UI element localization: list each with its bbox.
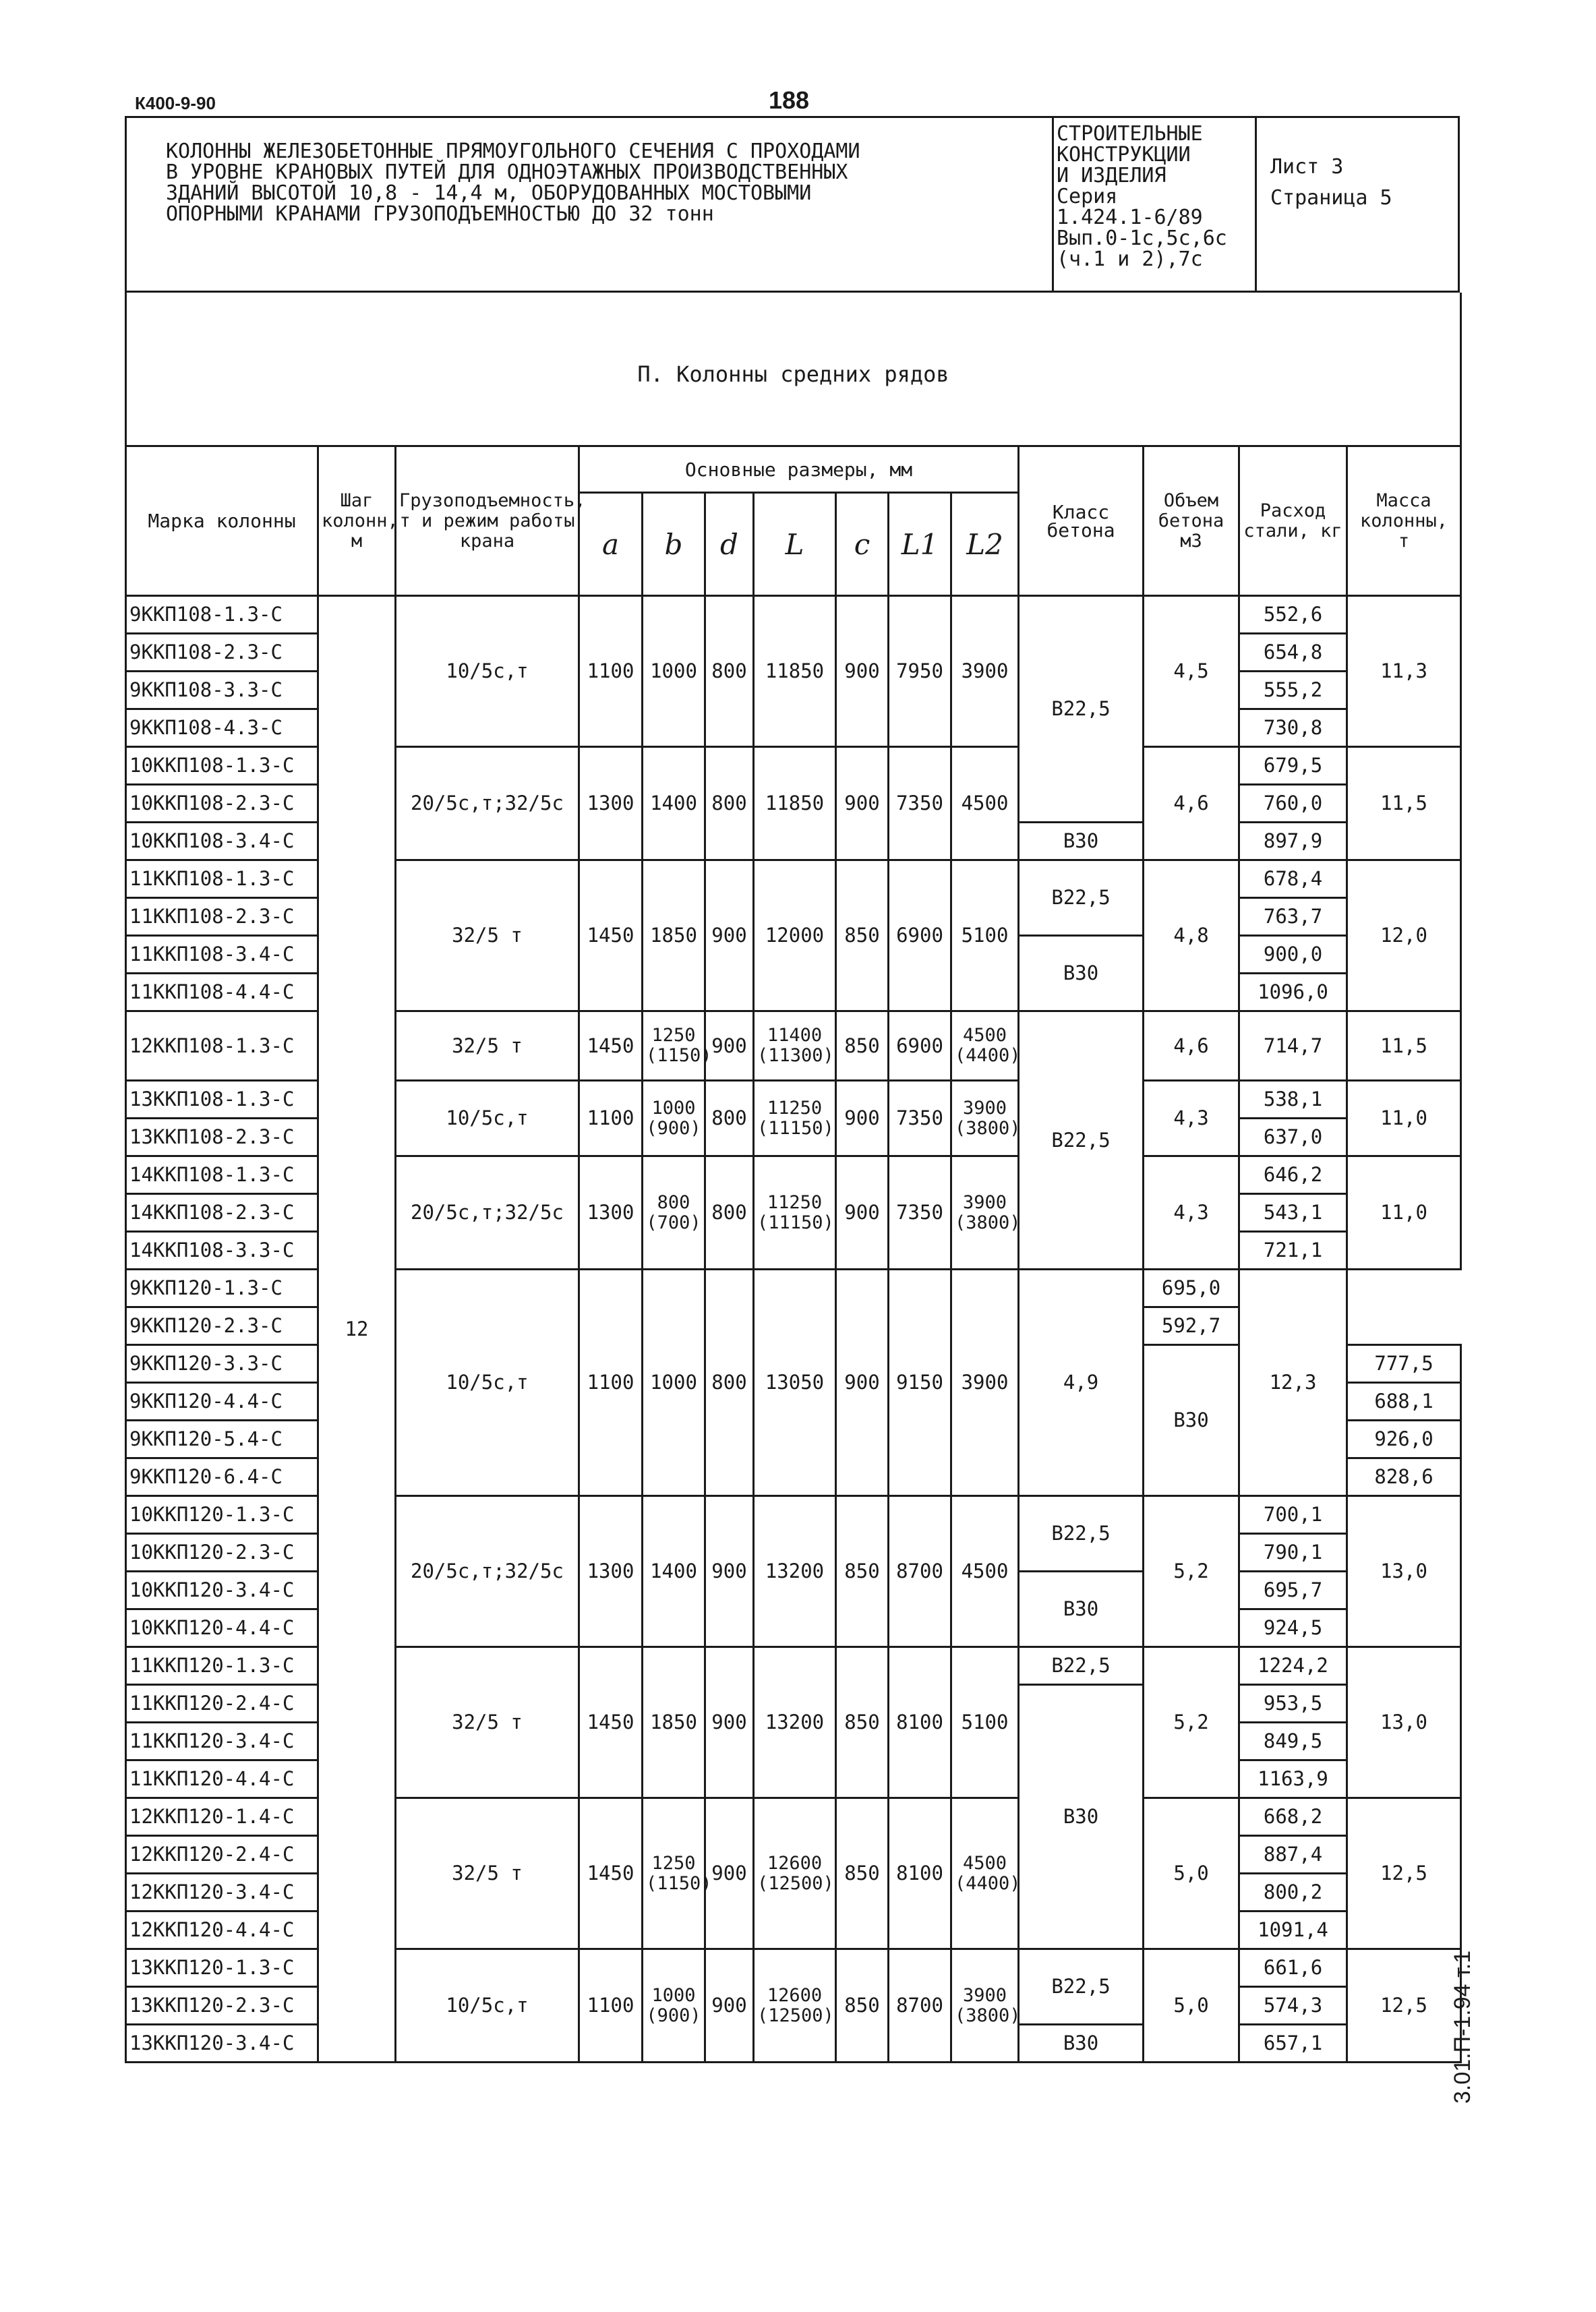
steel-consumption: 538,1 <box>1239 1081 1347 1119</box>
concrete-volume: 4,5 <box>1144 596 1239 747</box>
steel-consumption: 924,5 <box>1239 1609 1347 1647</box>
dim-a: 1300 <box>579 1496 643 1647</box>
dim-l: 12600 (12500) <box>754 1949 836 2063</box>
title-block <box>125 116 1460 293</box>
dim-c: 900 <box>836 1270 889 1496</box>
column-mark: 9ККП108-3.3-С <box>126 672 318 709</box>
column-mark: 12ККП120-2.4-С <box>126 1836 318 1874</box>
concrete-class: B30 <box>1019 936 1144 1011</box>
section-title: П. Колонны средних рядов <box>637 361 949 387</box>
dim-b: 1250 (1150) <box>643 1798 705 1949</box>
dim-a: 1300 <box>579 747 643 860</box>
crane-load: 20/5с,т;32/5с <box>396 1156 579 1270</box>
column-mass: 11,0 <box>1347 1156 1461 1270</box>
side-document-code: 3.01.П-1.94 т.1 <box>1450 1950 1475 2104</box>
dim-d: 900 <box>705 1011 754 1081</box>
crane-load: 10/5с,т <box>396 596 579 747</box>
column-mark: 13ККП108-1.3-С <box>126 1081 318 1119</box>
sheet-info <box>1256 117 1459 292</box>
header-dim-l: L <box>754 493 836 596</box>
steel-consumption: 661,6 <box>1239 1949 1347 1987</box>
dim-a: 1100 <box>579 1270 643 1496</box>
crane-load: 20/5с,т;32/5с <box>396 1496 579 1647</box>
concrete-class: B22,5 <box>1019 1496 1144 1572</box>
column-mass: 12,5 <box>1347 1798 1461 1949</box>
dim-c: 900 <box>836 1156 889 1270</box>
concrete-volume: 5,0 <box>1144 1949 1239 2063</box>
dim-l2: 5100 <box>951 860 1019 1011</box>
document-code: К400-9-90 <box>135 93 216 113</box>
steel-consumption: 828,6 <box>1347 1458 1461 1496</box>
dim-b: 1400 <box>643 1496 705 1647</box>
steel-consumption: 887,4 <box>1239 1836 1347 1874</box>
crane-load: 10/5с,т <box>396 1270 579 1496</box>
column-mark: 9ККП120-6.4-С <box>126 1458 318 1496</box>
dim-l2: 5100 <box>951 1647 1019 1798</box>
column-mark: 11ККП108-2.3-С <box>126 898 318 936</box>
dim-b: 1000 (900) <box>643 1081 705 1156</box>
crane-load: 32/5 т <box>396 1647 579 1798</box>
concrete-class: B30 <box>1019 823 1144 860</box>
dim-b: 1400 <box>643 747 705 860</box>
column-mark: 14ККП108-3.3-С <box>126 1232 318 1270</box>
steel-consumption: 657,1 <box>1239 2025 1347 2063</box>
crane-load: 32/5 т <box>396 1798 579 1949</box>
dim-d: 800 <box>705 1270 754 1496</box>
header-dim-l1: L1 <box>889 493 951 596</box>
dim-a: 1300 <box>579 1156 643 1270</box>
dim-l2: 3900 <box>951 1270 1019 1496</box>
column-mark: 12ККП108-1.3-С <box>126 1011 318 1081</box>
dim-l2: 4500 (4400) <box>951 1011 1019 1081</box>
column-mark: 13ККП120-2.3-С <box>126 1987 318 2025</box>
dim-l: 13200 <box>754 1496 836 1647</box>
column-mark: 10ККП108-3.4-С <box>126 823 318 860</box>
sheet-page: Страница 5 <box>1270 186 1392 210</box>
dim-d: 800 <box>705 596 754 747</box>
column-mark: 13ККП120-3.4-С <box>126 2025 318 2063</box>
column-mark: 14ККП108-2.3-С <box>126 1194 318 1232</box>
column-mark: 9ККП108-2.3-С <box>126 634 318 672</box>
steel-consumption: 679,5 <box>1239 747 1347 785</box>
table-body <box>126 596 1461 2063</box>
column-mark: 10ККП120-3.4-С <box>126 1572 318 1609</box>
dim-b: 1000 <box>643 1270 705 1496</box>
steel-consumption: 654,8 <box>1239 634 1347 672</box>
column-mark: 10ККП120-1.3-С <box>126 1496 318 1534</box>
steel-consumption: 646,2 <box>1239 1156 1347 1194</box>
steel-consumption: 897,9 <box>1239 823 1347 860</box>
column-mass: 11,0 <box>1347 1081 1461 1156</box>
steel-consumption: 730,8 <box>1239 709 1347 747</box>
dim-l2: 3900 (3800) <box>951 1081 1019 1156</box>
column-mark: 11ККП120-4.4-С <box>126 1760 318 1798</box>
dim-c: 850 <box>836 1647 889 1798</box>
column-mark: 11ККП108-1.3-С <box>126 860 318 898</box>
dim-l1: 6900 <box>889 860 951 1011</box>
crane-load: 20/5с,т;32/5с <box>396 747 579 860</box>
header-dim-l2: L2 <box>951 493 1019 596</box>
column-step: 12 <box>318 596 396 2063</box>
sheet-number: Лист 3 <box>1270 155 1344 179</box>
concrete-class: B30 <box>1019 2025 1144 2063</box>
concrete-volume: 5,2 <box>1144 1496 1239 1647</box>
column-mark: 14ККП108-1.3-С <box>126 1156 318 1194</box>
dim-l1: 7350 <box>889 747 951 860</box>
crane-load: 32/5 т <box>396 1011 579 1081</box>
header-dim-c: c <box>836 493 889 596</box>
dim-a: 1100 <box>579 1081 643 1156</box>
dim-l: 13200 <box>754 1647 836 1798</box>
series-info: СТРОИТЕЛЬНЫЕ КОНСТРУКЦИИ И ИЗДЕЛИЯ Серия 1.424.1-6/89 Вып.0-1с,5с,6с (ч.1 и 2),7с <box>1053 117 1256 292</box>
dim-a: 1450 <box>579 1011 643 1081</box>
dim-l1: 8100 <box>889 1647 951 1798</box>
steel-consumption: 592,7 <box>1144 1307 1239 1345</box>
column-mass: 11,5 <box>1347 1011 1461 1081</box>
concrete-class: B22,5 <box>1019 1011 1144 1270</box>
crane-load: 32/5 т <box>396 860 579 1011</box>
dim-c: 850 <box>836 1496 889 1647</box>
dim-c: 850 <box>836 1011 889 1081</box>
concrete-volume: 4,9 <box>1019 1270 1144 1496</box>
column-mass: 12,0 <box>1347 860 1461 1011</box>
dim-l: 11250 (11150) <box>754 1081 836 1156</box>
header-step: Шаг колонн, м <box>318 446 396 596</box>
dim-c: 900 <box>836 747 889 860</box>
column-mass: 13,0 <box>1347 1647 1461 1798</box>
steel-consumption: 777,5 <box>1347 1345 1461 1383</box>
column-mark: 10ККП120-2.3-С <box>126 1534 318 1572</box>
dim-l: 11850 <box>754 596 836 747</box>
column-mark: 12ККП120-3.4-С <box>126 1874 318 1911</box>
dim-b: 1000 <box>643 596 705 747</box>
steel-consumption: 700,1 <box>1239 1496 1347 1534</box>
steel-consumption: 760,0 <box>1239 785 1347 823</box>
column-mark: 9ККП120-4.4-С <box>126 1383 318 1421</box>
dim-d: 900 <box>705 1949 754 2063</box>
steel-consumption: 574,3 <box>1239 1987 1347 2025</box>
dim-d: 900 <box>705 860 754 1011</box>
dim-b: 1250 (1150) <box>643 1011 705 1081</box>
concrete-volume: 5,0 <box>1144 1798 1239 1949</box>
dim-c: 900 <box>836 1081 889 1156</box>
concrete-class: B30 <box>1019 1685 1144 1949</box>
dim-b: 1850 <box>643 860 705 1011</box>
column-mass: 12,5 <box>1347 1949 1461 2063</box>
dim-l2: 3900 (3800) <box>951 1156 1019 1270</box>
steel-consumption: 714,7 <box>1239 1011 1347 1081</box>
dim-l2: 3900 (3800) <box>951 1949 1019 2063</box>
dim-l1: 7350 <box>889 1156 951 1270</box>
section-box <box>125 293 1462 445</box>
dim-a: 1450 <box>579 1647 643 1798</box>
steel-consumption: 790,1 <box>1239 1534 1347 1572</box>
column-mark: 9ККП108-4.3-С <box>126 709 318 747</box>
dim-l1: 7350 <box>889 1081 951 1156</box>
dim-l1: 8100 <box>889 1798 951 1949</box>
steel-consumption: 543,1 <box>1239 1194 1347 1232</box>
dim-c: 850 <box>836 1798 889 1949</box>
dim-l: 12000 <box>754 860 836 1011</box>
dim-c: 850 <box>836 1949 889 2063</box>
column-mark: 12ККП120-4.4-С <box>126 1911 318 1949</box>
column-mark: 10ККП108-2.3-С <box>126 785 318 823</box>
column-mark: 10ККП108-1.3-С <box>126 747 318 785</box>
concrete-volume: 4,3 <box>1144 1156 1239 1270</box>
dim-c: 850 <box>836 860 889 1011</box>
concrete-volume: 4,6 <box>1144 1011 1239 1081</box>
steel-consumption: 926,0 <box>1347 1421 1461 1458</box>
column-mass: 12,3 <box>1239 1270 1347 1496</box>
dim-l: 11400 (11300) <box>754 1011 836 1081</box>
dim-l1: 9150 <box>889 1270 951 1496</box>
steel-consumption: 695,0 <box>1144 1270 1239 1307</box>
steel-consumption: 900,0 <box>1239 936 1347 974</box>
dim-l2: 4500 <box>951 747 1019 860</box>
dim-d: 900 <box>705 1647 754 1798</box>
dim-l1: 6900 <box>889 1011 951 1081</box>
header-dim-d: d <box>705 493 754 596</box>
steel-consumption: 555,2 <box>1239 672 1347 709</box>
columns-table <box>125 445 1462 2063</box>
column-mark: 13ККП120-1.3-С <box>126 1949 318 1987</box>
dim-l: 11250 (11150) <box>754 1156 836 1270</box>
column-mark: 9ККП108-1.3-С <box>126 596 318 634</box>
header-mark: Марка колонны <box>126 446 318 596</box>
dim-c: 900 <box>836 596 889 747</box>
dim-d: 900 <box>705 1496 754 1647</box>
steel-consumption: 953,5 <box>1239 1685 1347 1723</box>
column-mark: 12ККП120-1.4-С <box>126 1798 318 1836</box>
steel-consumption: 552,6 <box>1239 596 1347 634</box>
column-mark: 13ККП108-2.3-С <box>126 1119 318 1156</box>
column-mark: 11ККП120-1.3-С <box>126 1647 318 1685</box>
concrete-class: B22,5 <box>1019 1949 1144 2025</box>
concrete-volume: 4,8 <box>1144 860 1239 1011</box>
dim-a: 1100 <box>579 1949 643 2063</box>
steel-consumption: 678,4 <box>1239 860 1347 898</box>
steel-consumption: 800,2 <box>1239 1874 1347 1911</box>
dim-d: 800 <box>705 1081 754 1156</box>
dim-a: 1100 <box>579 596 643 747</box>
dim-l1: 8700 <box>889 1949 951 2063</box>
dim-d: 800 <box>705 1156 754 1270</box>
crane-load: 10/5с,т <box>396 1949 579 2063</box>
concrete-class: B30 <box>1144 1345 1239 1496</box>
dim-a: 1450 <box>579 860 643 1011</box>
document-title: КОЛОННЫ ЖЕЛЕЗОБЕТОННЫЕ ПРЯМОУГОЛЬНОГО СЕЧЕНИЯ С ПРОХОДАМИ В УРОВНЕ КРАНОВЫХ ПУТЕЙ ДЛЯ ОДНОЭТАЖНЫХ ПРОИЗВОДСТВЕННЫХ ЗДАНИЙ ВЫСОТОЙ 10,8 - 14,4 м, ОБОРУДОВАННЫХ МОСТОВЫМИ ОПОРНЫМИ КРАНАМИ ГРУЗОПОДЪЕМНОСТЬЮ ДО 32 тонн <box>126 117 1053 292</box>
dim-b: 800 (700) <box>643 1156 705 1270</box>
steel-consumption: 1224,2 <box>1239 1647 1347 1685</box>
concrete-class: B22,5 <box>1019 860 1144 936</box>
steel-consumption: 1091,4 <box>1239 1911 1347 1949</box>
steel-consumption: 637,0 <box>1239 1119 1347 1156</box>
column-mark: 9ККП120-3.3-С <box>126 1345 318 1383</box>
column-mark: 10ККП120-4.4-С <box>126 1609 318 1647</box>
column-mass: 11,5 <box>1347 747 1461 860</box>
dim-l: 12600 (12500) <box>754 1798 836 1949</box>
dim-d: 900 <box>705 1798 754 1949</box>
column-mass: 11,3 <box>1347 596 1461 747</box>
steel-consumption: 849,5 <box>1239 1723 1347 1760</box>
header-volume: Объем бетона м3 <box>1144 446 1239 596</box>
dim-d: 800 <box>705 747 754 860</box>
column-mark: 11ККП108-3.4-С <box>126 936 318 974</box>
header-mass: Масса колонны, т <box>1347 446 1461 596</box>
header-dim-b: b <box>643 493 705 596</box>
header-steel: Расход стали, кг <box>1239 446 1347 596</box>
column-mark: 11ККП120-3.4-С <box>126 1723 318 1760</box>
header-crane: Грузоподъемность, т и режим работы крана <box>396 446 579 596</box>
dim-l1: 8700 <box>889 1496 951 1647</box>
column-mark: 9ККП120-5.4-С <box>126 1421 318 1458</box>
header-dims-group: Основные размеры, мм <box>579 446 1019 493</box>
column-mass: 13,0 <box>1347 1496 1461 1647</box>
concrete-class: B22,5 <box>1019 596 1144 823</box>
concrete-volume: 4,6 <box>1144 747 1239 860</box>
table-row <box>126 596 1461 634</box>
dim-l1: 7950 <box>889 596 951 747</box>
steel-consumption: 688,1 <box>1347 1383 1461 1421</box>
dim-b: 1850 <box>643 1647 705 1798</box>
concrete-class: B30 <box>1019 1572 1144 1647</box>
steel-consumption: 695,7 <box>1239 1572 1347 1609</box>
concrete-class: B22,5 <box>1019 1647 1144 1685</box>
dim-l2: 3900 <box>951 596 1019 747</box>
column-mark: 9ККП120-1.3-С <box>126 1270 318 1307</box>
steel-consumption: 1163,9 <box>1239 1760 1347 1798</box>
dim-l2: 4500 <box>951 1496 1019 1647</box>
header-concrete: Класс бетона <box>1019 446 1144 596</box>
column-mark: 9ККП120-2.3-С <box>126 1307 318 1345</box>
steel-consumption: 1096,0 <box>1239 974 1347 1011</box>
page-number: 188 <box>769 86 810 114</box>
dim-l: 11850 <box>754 747 836 860</box>
steel-consumption: 668,2 <box>1239 1798 1347 1836</box>
header-dim-a: a <box>579 493 643 596</box>
steel-consumption: 763,7 <box>1239 898 1347 936</box>
dim-l: 13050 <box>754 1270 836 1496</box>
column-mark: 11ККП108-4.4-С <box>126 974 318 1011</box>
concrete-volume: 5,2 <box>1144 1647 1239 1798</box>
dim-a: 1450 <box>579 1798 643 1949</box>
concrete-volume: 4,3 <box>1144 1081 1239 1156</box>
dim-l2: 4500 (4400) <box>951 1798 1019 1949</box>
crane-load: 10/5с,т <box>396 1081 579 1156</box>
dim-b: 1000 (900) <box>643 1949 705 2063</box>
column-mark: 11ККП120-2.4-С <box>126 1685 318 1723</box>
steel-consumption: 721,1 <box>1239 1232 1347 1270</box>
